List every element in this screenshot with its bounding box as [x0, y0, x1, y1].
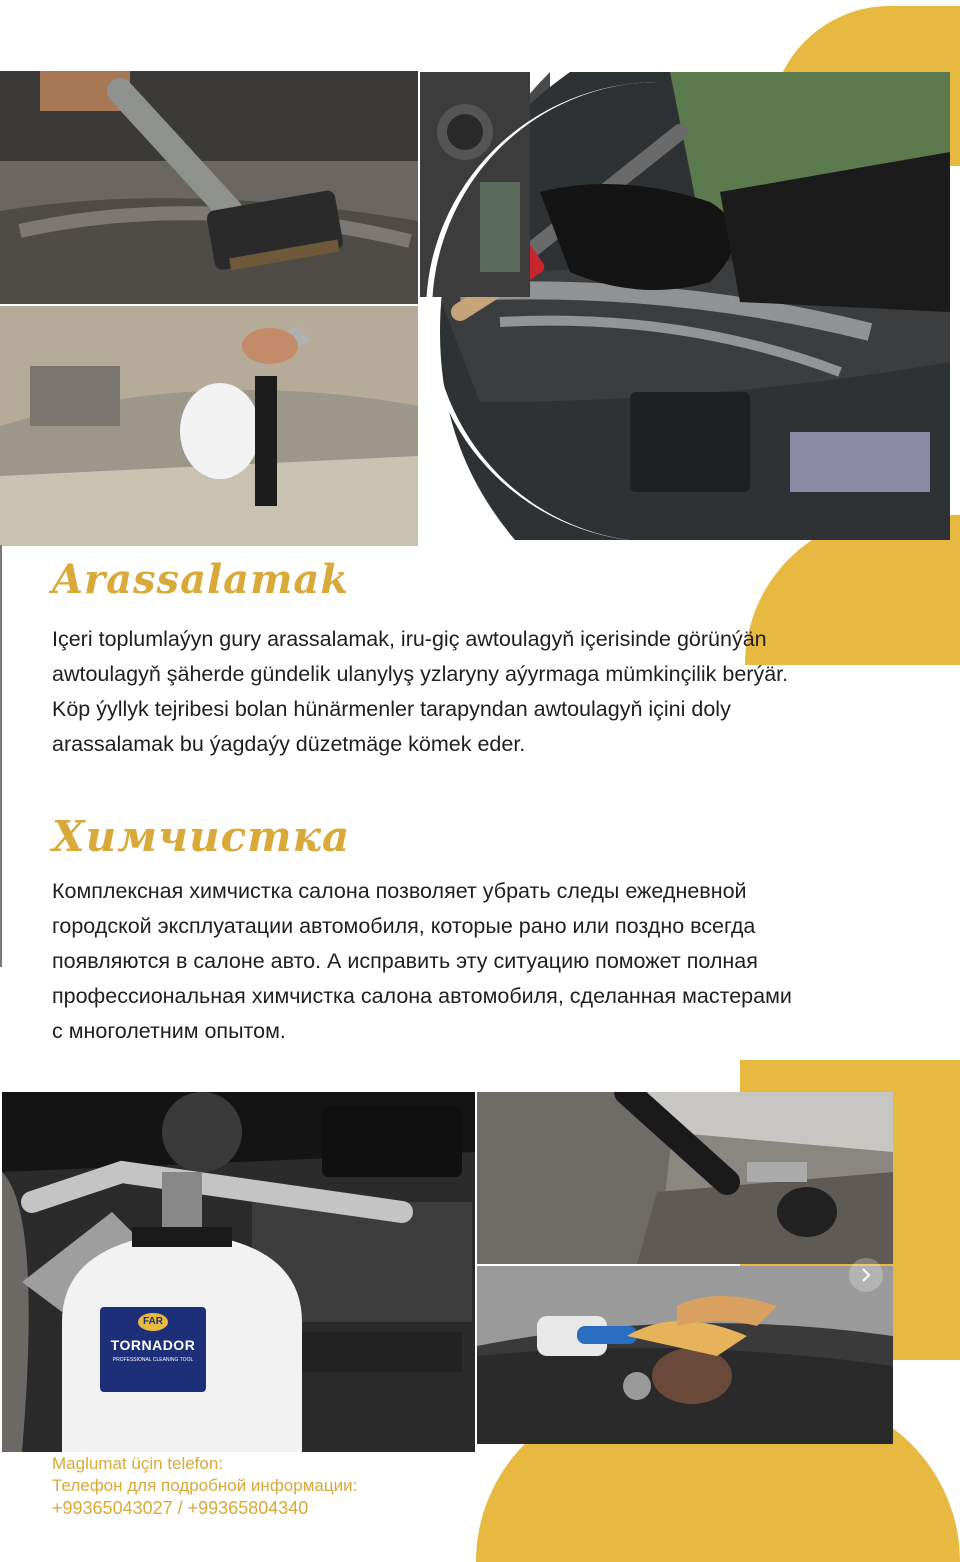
text-line: с многолетним опытом. [52, 1019, 286, 1043]
photo-vacuum-carpet [477, 1092, 893, 1264]
section-text-russian [52, 874, 822, 1049]
section-text-turkmen [52, 622, 822, 762]
text-line: awtoulagyň şäherde gündelik ulanylyş yzlaryny aýyrmaga mümkinçilik berýär. [52, 662, 789, 686]
text-line: Köp ýyllyk tejribesi bolan hünärmenler tarapyndan awtoulagyň içini doly [52, 697, 731, 721]
tornador-badge: FAR [138, 1313, 168, 1331]
contact-phones[interactable]: +99365043027 / +99365804340 [52, 1498, 309, 1518]
text-line: Içeri toplumlaýyn gury arassalamak, iru-giç awtoulagyň içerisinde görünýän [52, 627, 767, 651]
photo-wiping-dashboard [477, 1266, 893, 1444]
photo-foam-gun-floor [0, 306, 418, 546]
section-title-russian: Химчистка [52, 812, 351, 861]
left-edge-line [0, 545, 2, 967]
contact-block [52, 1453, 357, 1519]
text-line: городской эксплуатации автомобиля, которые рано или поздно всегда [52, 914, 756, 938]
contact-label-russian: Телефон для подробной информации: [52, 1476, 358, 1495]
photo-brush-dashboard-left-strip [420, 72, 530, 297]
tornador-subtitle: PROFESSIONAL CLEANING TOOL [112, 1357, 194, 1363]
text-line: появляются в салоне авто. А исправить эту ситуацию поможет полная [52, 949, 758, 973]
tornador-label [100, 1307, 206, 1392]
text-line: профессиональная химчистка салона автомобиля, сделанная мастерами [52, 984, 792, 1008]
carousel-next-button[interactable] [849, 1258, 883, 1292]
contact-label-turkmen: Maglumat üçin telefon: [52, 1454, 224, 1473]
chevron-right-icon [858, 1267, 874, 1283]
section-title-turkmen: Arassalamak [52, 556, 350, 603]
photo-vacuum-seat [0, 71, 418, 304]
text-line: Комплексная химчистка салона позволяет убрать следы ежедневной [52, 879, 747, 903]
text-line: arassalamak bu ýagdaýy düzetmäge kömek eder. [52, 732, 526, 756]
photo-tornador-gun [2, 1092, 475, 1452]
tornador-brand: TORNADOR [110, 1337, 196, 1353]
